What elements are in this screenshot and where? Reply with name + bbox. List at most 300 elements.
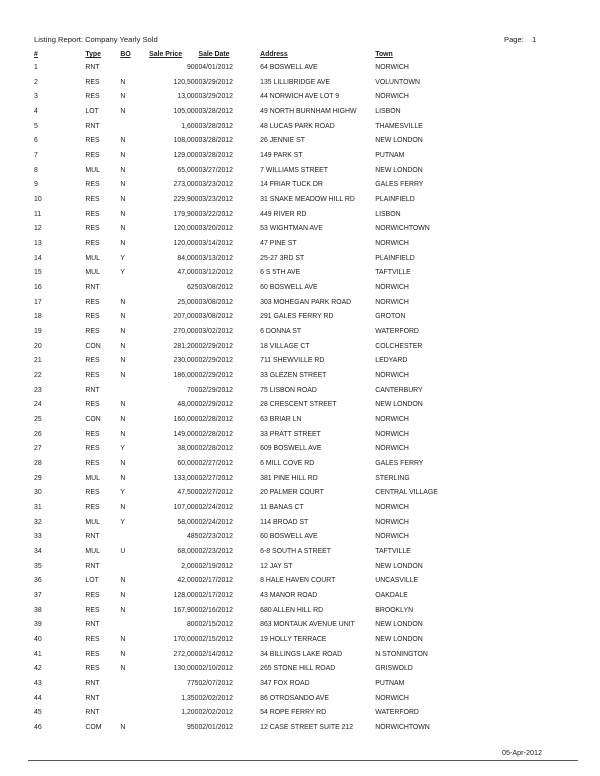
cell-sale-date: 02/17/2012 (198, 592, 233, 600)
cell-town: NORWICH (375, 93, 409, 101)
cell-sale-price: 58,000 (177, 518, 199, 526)
cell-address: 19 HOLLY TERRACE (260, 636, 327, 644)
table-row (34, 574, 474, 589)
cell-num: 39 (34, 621, 42, 629)
cell-town: NORWICHTOWN (375, 225, 430, 233)
cell-num: 30 (34, 489, 42, 497)
cell-town: N STONINGTON (375, 650, 428, 658)
cell-num: 6 (34, 137, 38, 145)
table-row (34, 309, 474, 324)
cell-bo: N (120, 93, 126, 101)
cell-address: 12 JAY ST (260, 562, 293, 570)
cell-address: 711 SHEWVILLE RD (260, 357, 325, 365)
cell-sale-date: 02/15/2012 (198, 636, 233, 644)
cell-sale-date: 03/29/2012 (198, 78, 233, 86)
cell-type: RES (85, 401, 100, 409)
cell-town: GROTON (375, 313, 406, 321)
cell-type: RES (85, 636, 100, 644)
cell-address: 48 LUCAS PARK ROAD (260, 122, 335, 130)
cell-bo (120, 618, 149, 633)
header-row (34, 49, 474, 60)
cell-sale-date: 03/22/2012 (198, 210, 233, 218)
cell-address: 20 PALMER COURT (260, 489, 324, 497)
cell-num: 5 (34, 122, 38, 130)
table-row (34, 603, 474, 618)
cell-address: 47 PINE ST (260, 239, 297, 247)
cell-sale-price: 13,000 (177, 93, 199, 101)
cell-town: NEW LONDON (375, 401, 423, 409)
cell-num: 37 (34, 592, 42, 600)
cell-bo: N (120, 430, 126, 438)
cell-type: RES (85, 210, 100, 218)
cell-type: RNT (85, 694, 100, 702)
cell-type: RES (85, 327, 100, 335)
listing-table (34, 49, 474, 735)
cell-num: 38 (34, 606, 42, 614)
cell-num: 25 (34, 415, 42, 423)
cell-sale-price: 230,000 (173, 357, 199, 365)
cell-sale-date: 03/23/2012 (198, 195, 233, 203)
cell-bo: N (120, 327, 126, 335)
cell-bo: N (120, 225, 126, 233)
column-header-bo: BO (120, 51, 131, 58)
cell-bo: N (120, 166, 126, 174)
cell-type: RES (85, 665, 100, 673)
cell-address: 86 OTROSANDO AVE (260, 694, 329, 702)
cell-sale-price: 2,000 (181, 562, 199, 570)
table-row (34, 324, 474, 339)
cell-sale-price: 186,000 (173, 371, 199, 379)
cell-bo (120, 383, 149, 398)
table-row (34, 221, 474, 236)
cell-type: RES (85, 371, 100, 379)
cell-sale-price: 120,500 (173, 78, 199, 86)
cell-sale-date: 02/17/2012 (198, 577, 233, 585)
cell-num: 28 (34, 459, 42, 467)
column-header-sale-date: Sale Date (198, 51, 230, 58)
cell-sale-date: 03/28/2012 (198, 107, 233, 115)
cell-bo: N (120, 210, 126, 218)
cell-num: 18 (34, 313, 42, 321)
column-header-num: # (34, 51, 38, 58)
cell-sale-price: 38,000 (177, 445, 199, 453)
cell-sale-date: 02/07/2012 (198, 680, 233, 688)
cell-bo (120, 60, 149, 75)
cell-address: 347 FOX ROAD (260, 680, 310, 688)
cell-sale-date: 03/20/2012 (198, 225, 233, 233)
cell-type: MUL (85, 548, 100, 555)
cell-address: 18 VILLAGE CT (260, 342, 310, 350)
cell-type: RNT (85, 562, 100, 570)
cell-num: 7 (34, 151, 38, 159)
listing-rows (34, 60, 474, 735)
cell-type: RES (85, 137, 100, 145)
cell-bo: N (120, 665, 126, 673)
table-row (34, 119, 474, 134)
cell-num: 15 (34, 269, 42, 277)
cell-num: 34 (34, 548, 42, 555)
cell-sale-date: 03/27/2012 (198, 166, 233, 174)
table-row (34, 691, 474, 706)
cell-bo: N (120, 195, 126, 203)
cell-type: RNT (85, 709, 100, 717)
cell-bo (120, 530, 149, 545)
cell-num: 27 (34, 445, 42, 453)
cell-address: 25-27 3RD ST (260, 254, 305, 262)
cell-sale-price: 42,000 (177, 577, 199, 585)
cell-sale-price: 800 (186, 621, 199, 629)
table-row (34, 280, 474, 295)
cell-sale-price: 1,350 (181, 694, 199, 702)
table-row (34, 647, 474, 662)
cell-bo: Y (120, 254, 125, 262)
cell-sale-date: 03/08/2012 (198, 283, 233, 291)
cell-type: MUL (85, 474, 100, 482)
table-row (34, 500, 474, 515)
cell-address: 33 GLEZEN STREET (260, 371, 327, 379)
cell-town: WATERFORD (375, 327, 419, 335)
cell-sale-date: 02/10/2012 (198, 665, 233, 673)
cell-address: 53 WIGHTMAN AVE (260, 225, 323, 233)
cell-sale-date: 03/28/2012 (198, 137, 233, 145)
cell-sale-date: 02/02/2012 (198, 694, 233, 702)
cell-num: 2 (34, 78, 38, 86)
report-title: Listing Report: Company Yearly Sold (34, 35, 158, 44)
cell-town: NORWICH (375, 283, 409, 291)
table-row (34, 427, 474, 442)
cell-sale-date: 02/28/2012 (198, 415, 233, 423)
cell-num: 8 (34, 166, 38, 174)
cell-sale-price: 625 (186, 283, 199, 291)
cell-bo: N (120, 107, 126, 115)
cell-num: 45 (34, 709, 42, 717)
cell-sale-date: 03/23/2012 (198, 181, 233, 189)
cell-sale-price: 167,900 (173, 606, 199, 614)
cell-num: 21 (34, 357, 42, 365)
cell-num: 1 (34, 63, 38, 71)
cell-type: RES (85, 78, 100, 86)
cell-bo: N (120, 474, 126, 482)
cell-town: NORWICH (375, 239, 409, 247)
cell-town: NEW LONDON (375, 137, 423, 145)
cell-address: 303 MOHEGAN PARK ROAD (260, 298, 352, 306)
cell-num: 43 (34, 680, 42, 688)
cell-type: MUL (85, 518, 100, 526)
cell-type: LOT (85, 577, 99, 585)
cell-address: 291 GALES FERRY RD (260, 313, 334, 321)
cell-bo: N (120, 181, 126, 189)
cell-num: 12 (34, 225, 42, 233)
cell-num: 46 (34, 724, 42, 732)
cell-sale-price: 84,000 (177, 254, 199, 262)
cell-town: NORWICHTOWN (375, 724, 430, 732)
cell-sale-date: 03/28/2012 (198, 122, 233, 130)
cell-bo: N (120, 636, 126, 644)
cell-type: RNT (85, 122, 100, 130)
page-number: 1 (532, 35, 537, 44)
cell-sale-date: 02/02/2012 (198, 709, 233, 717)
table-row (34, 412, 474, 427)
cell-town: LEDYARD (375, 357, 408, 365)
cell-type: RES (85, 357, 100, 365)
cell-num: 11 (34, 210, 42, 218)
cell-town: UNCASVILLE (375, 577, 419, 585)
cell-sale-date: 03/08/2012 (198, 313, 233, 321)
cell-type: RES (85, 225, 100, 233)
cell-town: LISBON (375, 107, 401, 115)
table-row (34, 720, 474, 735)
cell-bo: Y (120, 269, 125, 277)
cell-address: 60 BOSWELL AVE (260, 283, 318, 291)
table-row (34, 515, 474, 530)
cell-address: 60 BOSWELL AVE (260, 533, 318, 541)
cell-bo: N (120, 78, 126, 86)
cell-sale-price: 700 (186, 386, 199, 394)
cell-bo (120, 280, 149, 295)
cell-town: BROOKLYN (375, 606, 414, 614)
table-row (34, 265, 474, 280)
cell-type: RES (85, 650, 100, 658)
cell-type: RES (85, 430, 100, 438)
cell-town: VOLUNTOWN (375, 78, 420, 86)
table-row (34, 383, 474, 398)
cell-num: 44 (34, 694, 42, 702)
cell-sale-date: 02/23/2012 (198, 533, 233, 541)
cell-sale-price: 107,000 (173, 503, 199, 511)
cell-type: RNT (85, 283, 100, 291)
cell-sale-date: 02/24/2012 (198, 518, 233, 526)
cell-sale-date: 03/12/2012 (198, 269, 233, 277)
cell-sale-price: 128,000 (173, 592, 199, 600)
cell-address: 26 JENNIE ST (260, 137, 305, 145)
cell-town: CANTERBURY (375, 386, 423, 394)
cell-bo: N (120, 577, 126, 585)
table-row (34, 177, 474, 192)
cell-sale-price: 207,000 (173, 313, 199, 321)
cell-town: WATERFORD (375, 709, 419, 717)
cell-bo (120, 559, 149, 574)
cell-sale-price: 105,000 (173, 107, 199, 115)
cell-bo (120, 691, 149, 706)
cell-bo: N (120, 151, 126, 159)
cell-type: RES (85, 181, 100, 189)
cell-sale-price: 950 (186, 724, 199, 732)
cell-sale-price: 160,000 (173, 415, 199, 423)
cell-town: NORWICH (375, 518, 409, 526)
cell-sale-date: 02/23/2012 (198, 548, 233, 555)
column-header-type: Type (85, 51, 101, 58)
cell-sale-date: 02/16/2012 (198, 606, 233, 614)
table-row (34, 207, 474, 222)
cell-type: RES (85, 503, 100, 511)
cell-address: 14 FRIAR TUCK DR (260, 181, 323, 189)
cell-sale-price: 60,000 (177, 459, 199, 467)
table-row (34, 559, 474, 574)
cell-town: NORWICH (375, 533, 409, 541)
cell-sale-price: 130,000 (173, 665, 199, 673)
page-label: Page: (504, 35, 524, 44)
cell-num: 19 (34, 327, 42, 335)
cell-type: RES (85, 489, 100, 497)
cell-sale-price: 272,000 (173, 650, 199, 658)
cell-sale-price: 25,000 (177, 298, 199, 306)
table-row (34, 662, 474, 677)
cell-bo: N (120, 239, 126, 247)
cell-num: 16 (34, 283, 42, 291)
cell-bo: N (120, 459, 126, 467)
cell-type: MUL (85, 269, 100, 277)
cell-num: 3 (34, 93, 38, 101)
cell-num: 17 (34, 298, 42, 306)
cell-num: 41 (34, 650, 42, 658)
cell-sale-price: 68,000 (177, 548, 199, 555)
cell-address: 449 RIVER RD (260, 210, 307, 218)
cell-address: 34 BILLINGS LAKE ROAD (260, 650, 343, 658)
cell-bo: Y (120, 518, 125, 526)
table-row (34, 75, 474, 90)
cell-address: 149 PARK ST (260, 151, 303, 159)
cell-address: 33 PRATT STREET (260, 430, 321, 438)
cell-town: LISBON (375, 210, 401, 218)
cell-address: 44 NORWICH AVE LOT 9 (260, 93, 340, 101)
table-row (34, 236, 474, 251)
cell-num: 14 (34, 254, 42, 262)
cell-type: RNT (85, 621, 100, 629)
cell-town: NORWICH (375, 63, 409, 71)
cell-sale-price: 48,000 (177, 401, 199, 409)
cell-bo: N (120, 606, 126, 614)
cell-sale-date: 03/08/2012 (198, 298, 233, 306)
cell-address: 7 WILLIAMS STREET (260, 166, 328, 174)
cell-sale-price: 1,600 (181, 122, 199, 130)
cell-bo: N (120, 313, 126, 321)
cell-address: 6 MILL COVE RD (260, 459, 315, 467)
cell-address: 75 LISBON ROAD (260, 386, 317, 394)
cell-sale-date: 02/27/2012 (198, 489, 233, 497)
cell-sale-price: 120,000 (173, 239, 199, 247)
cell-type: RNT (85, 63, 100, 71)
table-row (34, 544, 474, 559)
cell-num: 35 (34, 562, 42, 570)
cell-sale-date: 03/29/2012 (198, 93, 233, 101)
cell-address: 54 ROPE FERRY RD (260, 709, 327, 717)
cell-town: GRISWOLD (375, 665, 413, 673)
cell-address: 11 BANAS CT (260, 503, 304, 511)
table-row (34, 192, 474, 207)
cell-town: NORWICH (375, 298, 409, 306)
cell-town: TAFTVILLE (375, 548, 411, 555)
table-row (34, 618, 474, 633)
cell-sale-price: 47,500 (177, 489, 199, 497)
cell-sale-date: 02/29/2012 (198, 357, 233, 365)
cell-town: NEW LONDON (375, 621, 423, 629)
table-row (34, 133, 474, 148)
cell-sale-date: 02/14/2012 (198, 650, 233, 658)
cell-type: RES (85, 93, 100, 101)
table-row (34, 485, 474, 500)
cell-num: 24 (34, 401, 42, 409)
cell-address: 680 ALLEN HILL RD (260, 606, 324, 614)
cell-num: 40 (34, 636, 42, 644)
cell-num: 10 (34, 195, 42, 203)
cell-num: 9 (34, 181, 38, 189)
cell-address: 6-8 SOUTH A STREET (260, 548, 331, 555)
cell-town: NORWICH (375, 694, 409, 702)
cell-num: 32 (34, 518, 42, 526)
cell-town: NORWICH (375, 445, 409, 453)
column-header-address: Address (260, 51, 288, 58)
cell-sale-price: 273,000 (173, 181, 199, 189)
cell-town: NORWICH (375, 430, 409, 438)
cell-sale-date: 02/28/2012 (198, 430, 233, 438)
cell-bo: N (120, 401, 126, 409)
table-row (34, 441, 474, 456)
cell-sale-price: 133,000 (173, 474, 199, 482)
cell-type: CON (85, 342, 101, 350)
cell-sale-price: 1,200 (181, 709, 199, 717)
cell-address: 381 PINE HILL RD (260, 474, 318, 482)
cell-bo: N (120, 371, 126, 379)
cell-sale-date: 03/14/2012 (198, 239, 233, 247)
table-row (34, 530, 474, 545)
table-row (34, 588, 474, 603)
cell-sale-date: 03/13/2012 (198, 254, 233, 262)
cell-type: COM (85, 724, 102, 732)
cell-town: NEW LONDON (375, 166, 423, 174)
cell-address: 114 BROAD ST (260, 518, 309, 526)
table-row (34, 104, 474, 119)
table-row (34, 339, 474, 354)
cell-sale-date: 04/01/2012 (198, 63, 233, 71)
cell-type: RES (85, 195, 100, 203)
cell-bo: N (120, 298, 126, 306)
cell-bo: N (120, 592, 126, 600)
cell-bo (120, 119, 149, 134)
cell-num: 23 (34, 386, 42, 394)
table-row (34, 251, 474, 266)
table-row (34, 632, 474, 647)
footer-date: 05-Apr-2012 (502, 748, 542, 757)
cell-sale-price: 775 (186, 680, 199, 688)
cell-town: NORWICH (375, 415, 409, 423)
cell-town: CENTRAL VILLAGE (375, 489, 438, 497)
cell-address: 49 NORTH BURNHAM HIGHW (260, 107, 357, 115)
cell-sale-date: 02/15/2012 (198, 621, 233, 629)
cell-sale-date: 02/29/2012 (198, 342, 233, 350)
cell-bo: N (120, 503, 126, 511)
cell-sale-date: 02/27/2012 (198, 474, 233, 482)
cell-town: STERLING (375, 474, 410, 482)
cell-address: 135 LILLIBRIDGE AVE (260, 78, 331, 86)
cell-num: 20 (34, 342, 42, 350)
column-header-sale-price: Sale Price (149, 51, 183, 58)
cell-num: 13 (34, 239, 42, 247)
cell-type: MUL (85, 254, 100, 262)
cell-sale-date: 02/01/2012 (198, 724, 233, 732)
cell-sale-price: 129,000 (173, 151, 199, 159)
cell-bo (120, 676, 149, 691)
cell-type: RES (85, 592, 100, 600)
cell-sale-price: 270,000 (173, 327, 199, 335)
cell-type: RNT (85, 680, 100, 688)
cell-sale-date: 02/24/2012 (198, 503, 233, 511)
cell-town: COLCHESTER (375, 342, 423, 350)
table-row (34, 148, 474, 163)
cell-sale-date: 03/02/2012 (198, 327, 233, 335)
cell-sale-date: 03/28/2012 (198, 151, 233, 159)
table-row (34, 89, 474, 104)
table-row (34, 60, 474, 75)
